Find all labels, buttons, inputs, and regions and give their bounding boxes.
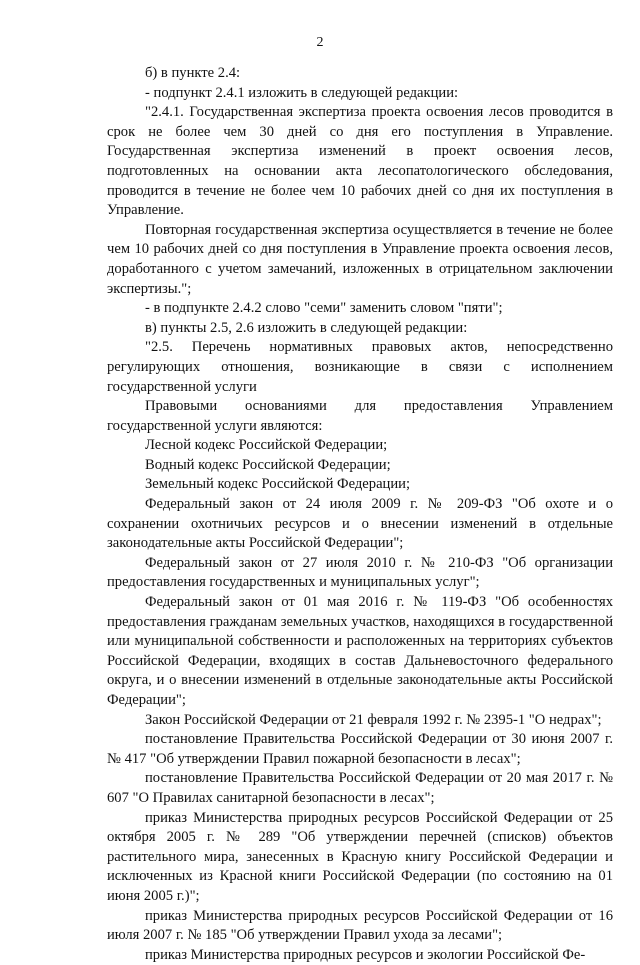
paragraph-expertise-2-4-1: "2.4.1. Государственная экспертиза проекта освоения лесов проводится в срок не более чем 30 дней со дня его поступления в Управление. Государственная экспертиза изменений в проект освоения лесов, подготовленных на основании акта лесопатологического обследования, проводится в течение не более чем 10 рабочих дней со дня их поступления в Управление. [107, 104, 613, 219]
document-body [107, 64, 613, 965]
paragraph-repeat-expertise: Повторная государственная экспертиза осуществляется в течение не более чем 10 рабочих дней со дня поступления в Управление проекта освоения лесов, доработанного с учетом замечаний, изложенных в отрицательном заключении экспертизы."; [107, 221, 613, 297]
paragraph-subpoint-2-4-1: - подпункт 2.4.1 изложить в следующей редакции: [145, 84, 459, 101]
list-item-order-continued: приказ Министерства природных ресурсов и экологии Российской Фе- [145, 946, 586, 963]
paragraph-item-b: б) в пункте 2.4: [145, 65, 241, 81]
paragraph-legal-basis: Правовыми основаниями для предоставления Управлением государственной услуги являются: [107, 398, 613, 434]
list-item-law-210: Федеральный закон от 27 июля 2010 г. № 210-ФЗ "Об организации предоставления государственных и муниципальных услуг"; [107, 554, 613, 591]
page-number: 2 [316, 35, 324, 50]
list-item-order-185: приказ Министерства природных ресурсов Российской Федерации от 16 июля 2007 г. № 185 "Об утверждении Правил ухода за лесами"; [107, 907, 613, 944]
paragraph-item-v: в) пункты 2.5, 2.6 изложить в следующей редакции: [145, 319, 468, 336]
list-item-water-code: Водный кодекс Российской Федерации; [145, 456, 391, 473]
list-item-resolution-607: постановление Правительства Российской Федерации от 20 мая 2017 г. № 607 "О Правилах санитарной безопасности в лесах"; [107, 770, 613, 806]
paragraph-2-5-heading: "2.5. Перечень нормативных правовых актов, непосредственно регулирующих отношения, возникающие в связи с исполнением государственной услуги [107, 339, 613, 395]
list-item-resolution-417: постановление Правительства Российской Федерации от 30 июня 2007 г. № 417 "Об утверждении Правил пожарной безопасности в лесах"; [107, 731, 613, 767]
list-item-land-code: Земельный кодекс Российской Федерации; [145, 476, 411, 493]
list-item-law-2395-1: Закон Российской Федерации от 21 февраля 1992 г. № 2395-1 "О недрах"; [145, 711, 602, 728]
list-item-order-289: приказ Министерства природных ресурсов Российской Федерации от 25 октября 2005 г. № 289 "Об утверждении перечней (списков) объектов растительного мира, занесенных в Красную книгу Российской Федерации и исключенных из Красной книги Российской Федерации (по состоянию на 01 июня 2005 г.)"; [107, 809, 613, 904]
list-item-law-119: Федеральный закон от 01 мая 2016 г. № 119-ФЗ "Об особенностях предоставления гражданам земельных участков, находящихся в государственной или муниципальной собственности и расположенных на территориях субъектов Российской Федерации, входящих в состав Дальневосточного федерального округа, и о внесении изменений в отдельные законодательные акты Российской Федерации"; [107, 594, 613, 708]
paragraph-subpoint-2-4-2: - в подпункте 2.4.2 слово "семи" заменить словом "пяти"; [145, 300, 503, 317]
list-item-forest-code: Лесной кодекс Российской Федерации; [145, 437, 388, 454]
list-item-law-209: Федеральный закон от 24 июля 2009 г. № 209-ФЗ "Об охоте и о сохранении охотничьих ресурсов и о внесении изменений в отдельные законодательные акты Российской Федерации"; [107, 496, 613, 552]
